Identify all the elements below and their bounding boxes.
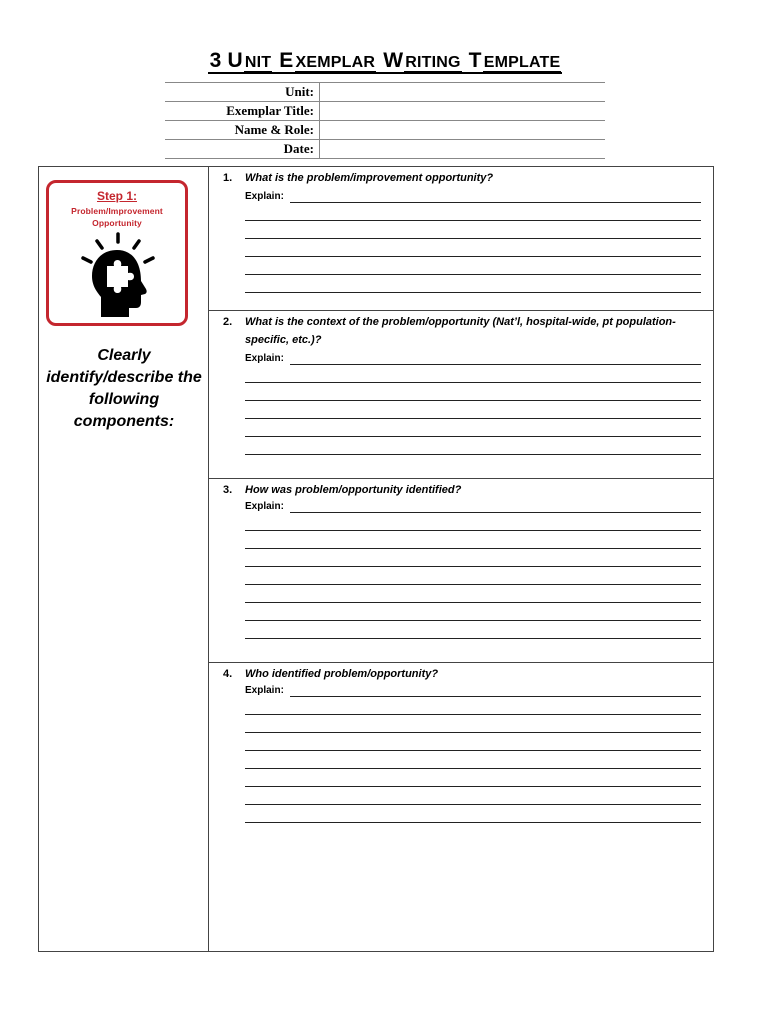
answer-line[interactable] [245, 602, 701, 603]
question-1: 1. What is the problem/improvement opportunity? [223, 172, 494, 184]
answer-line[interactable] [245, 220, 701, 221]
explain-label: Explain: [245, 685, 284, 696]
answer-line[interactable] [245, 548, 701, 549]
answer-line[interactable] [245, 274, 701, 275]
answer-line[interactable] [245, 822, 701, 823]
question-4-section [209, 663, 713, 951]
answer-line[interactable] [290, 696, 701, 697]
answer-line[interactable] [245, 566, 701, 567]
exemplar-title-field[interactable] [320, 102, 605, 120]
unit-label: Unit: [165, 83, 320, 101]
answer-line[interactable] [245, 436, 701, 437]
template-box [38, 166, 714, 952]
answer-line[interactable] [245, 382, 701, 383]
answer-line[interactable] [245, 638, 701, 639]
answer-line[interactable] [245, 454, 701, 455]
name-role-label: Name & Role: [165, 121, 320, 139]
explain-label: Explain: [245, 191, 284, 202]
answer-line[interactable] [245, 238, 701, 239]
answer-line[interactable] [245, 732, 701, 733]
right-column [209, 167, 713, 951]
unit-row [165, 82, 605, 102]
answer-line[interactable] [245, 768, 701, 769]
answer-line[interactable] [290, 512, 701, 513]
left-column [39, 167, 209, 951]
date-label: Date: [165, 140, 320, 158]
exemplar-title-row [165, 102, 605, 121]
question-1-section [209, 167, 713, 311]
head-puzzle-icon [77, 231, 159, 321]
answer-line[interactable] [245, 256, 701, 257]
exemplar-title-label: Exemplar Title: [165, 102, 320, 120]
answer-line[interactable] [245, 786, 701, 787]
date-field[interactable] [320, 140, 605, 158]
header-fields [165, 82, 605, 159]
answer-line[interactable] [245, 418, 701, 419]
question-2-section [209, 311, 713, 479]
answer-line[interactable] [245, 292, 701, 293]
answer-line[interactable] [245, 620, 701, 621]
answer-line[interactable] [245, 750, 701, 751]
question-3: 3. How was problem/opportunity identified? [223, 484, 462, 496]
answer-line[interactable] [245, 400, 701, 401]
date-row [165, 140, 605, 159]
answer-line[interactable] [245, 714, 701, 715]
question-3-section [209, 479, 713, 663]
answer-line[interactable] [290, 364, 701, 365]
name-role-field[interactable] [320, 121, 605, 139]
step-badge [46, 180, 188, 326]
step-subtitle: Problem/Improvement Opportunity [71, 206, 163, 228]
explain-label: Explain: [245, 501, 284, 512]
step-title: Step 1: [96, 189, 137, 203]
answer-line[interactable] [290, 202, 701, 203]
page-title: 3 U NIT E XEMPLAR W RITING T EMPLATE [209, 49, 561, 72]
unit-field[interactable] [320, 83, 605, 101]
explain-label: Explain: [245, 353, 284, 364]
answer-line[interactable] [245, 530, 701, 531]
question-2: 2. What is the context of the problem/opportunity (Nat’l, hospital-wide, pt population-specific, etc.)? [223, 316, 676, 346]
answer-line[interactable] [245, 804, 701, 805]
question-4: 4. Who identified problem/opportunity? [223, 668, 439, 680]
answer-line[interactable] [245, 584, 701, 585]
instruction-text: Clearly identify/describe the following components: [46, 347, 202, 430]
name-role-row [165, 121, 605, 140]
